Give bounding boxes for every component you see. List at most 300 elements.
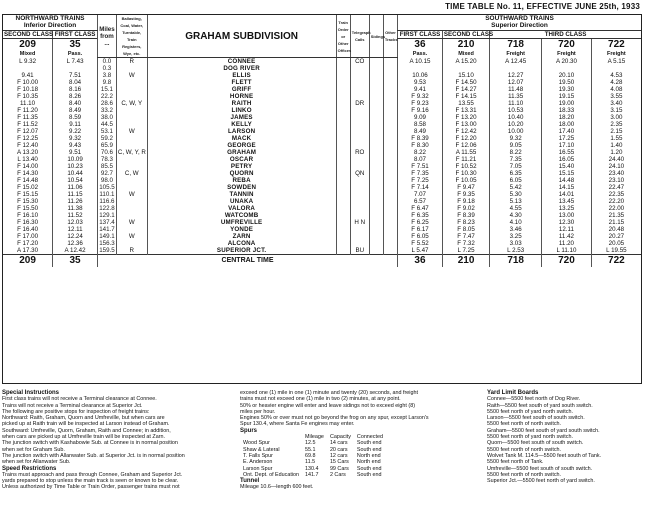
cell-n209: A 13.20: [17, 149, 39, 156]
footer-722: 722: [591, 255, 641, 268]
cell-oth: [383, 100, 397, 107]
note-line: 5500 feet north of north switch.: [487, 446, 562, 453]
cell-fac: R: [116, 58, 147, 66]
cell-s36: F 6.25: [398, 219, 443, 226]
timetable-body: [3, 58, 641, 255]
speed-lines: [2, 472, 234, 491]
timetable-row: [3, 100, 641, 107]
cell-n209: [3, 65, 53, 72]
second-class-s: SECOND CLASS: [443, 30, 494, 38]
timetable-row: [3, 219, 641, 226]
cell-oth: [383, 149, 397, 156]
cell-sid: [369, 247, 383, 255]
cell-n35: 8.59: [53, 114, 98, 121]
footer-210: 210: [442, 255, 489, 268]
cell-fac: [116, 156, 147, 163]
note-line: Northward: Raith, Graham, Quorn and Umfreville, but when cars are: [2, 415, 165, 422]
cell-s720: A 20.30: [542, 58, 592, 66]
cell-s718: 5.13: [490, 198, 542, 205]
cell-s210: L 7.25: [442, 247, 489, 255]
note-line: picked up at Raith train will be inspected at Larson instead of Graham.: [2, 421, 170, 428]
cell-station: TANNIN: [147, 191, 336, 198]
timetable-row: [3, 205, 641, 212]
cell-ord: [336, 128, 350, 135]
spur-row: [240, 472, 386, 478]
cell-n209: 9.41: [21, 72, 34, 79]
cell-mile: 116.6: [99, 198, 115, 205]
timetable-row: [3, 72, 641, 79]
spur-row: [240, 440, 386, 446]
cell-s720: 15.40: [542, 163, 592, 170]
note-line: Trains will not receive a Terminal clearance at Superior Jct.: [2, 402, 143, 409]
cell-station: ELLIS: [147, 72, 336, 79]
cell-s722: 22.00: [591, 205, 641, 212]
train-35-num: 35: [69, 39, 81, 51]
cell-ord: [336, 149, 350, 156]
cell-fac: [116, 107, 147, 114]
cell-ord: [336, 93, 350, 100]
cell-n209: F 16.30: [17, 219, 39, 226]
cell-s722: 24.10: [591, 163, 641, 170]
cell-mile: 105.5: [99, 184, 115, 191]
cell-s36: F 9.23: [398, 100, 443, 107]
cell-n209: F 12.07: [17, 128, 39, 135]
cell-s720: 11.42: [542, 233, 592, 240]
spur-cell: T. Falls Spur: [243, 452, 273, 459]
cell-oth: [383, 107, 397, 114]
cell-s210: F 9.02: [442, 205, 489, 212]
spur-cell: 2 Cars: [329, 471, 346, 478]
cell-fac: W: [116, 191, 147, 198]
central-time: CENTRAL TIME: [98, 255, 398, 268]
cell-s36: F 9.32: [398, 93, 443, 100]
timetable-table: [2, 14, 642, 384]
timetable-row: [3, 149, 641, 156]
notes-col-left: [2, 390, 234, 491]
cell-tel: RO: [350, 149, 369, 156]
cell-ord: [336, 233, 350, 240]
cell-ord: [336, 212, 350, 219]
cell-n35: 8.16: [53, 86, 98, 93]
train-720-sub: Freight: [557, 51, 576, 58]
spur-cell: South end: [356, 446, 382, 453]
cell-sid: [369, 205, 383, 212]
telegraph-header: Telegraph Calls: [350, 15, 369, 58]
cell-ord: [336, 114, 350, 121]
footer-720: 720: [542, 255, 592, 268]
cell-tel: [350, 72, 369, 79]
cell-n35: 10.44: [53, 170, 98, 177]
speed-title: Speed Restrictions: [2, 465, 57, 472]
spur-cell: 69.8: [305, 452, 316, 459]
cell-s722: 24.40: [591, 156, 641, 163]
cell-s210: F 7.32: [442, 240, 489, 247]
timetable-row: [3, 86, 641, 93]
cell-s36: 8.22: [398, 149, 443, 156]
other-header: Other Tracks: [383, 15, 397, 58]
cell-s36: F 9.16: [398, 107, 443, 114]
cell-ord: [336, 177, 350, 184]
facilities-header: Ballasting, Coal, Water, Turntable, Train Registers, Wye, etc.: [116, 15, 147, 58]
cell-s210: F 11.21: [442, 156, 489, 163]
cell-s210: A 15.20: [442, 58, 489, 66]
cell-s210: F 13.20: [442, 114, 489, 121]
cell-tel: [350, 184, 369, 191]
yard-lines: [487, 396, 642, 484]
cell-fac: [116, 184, 147, 191]
timetable-row: [3, 65, 641, 72]
cell-n35: 11.38: [53, 205, 98, 212]
cell-fac: [116, 212, 147, 219]
note-line: miles per hour.: [240, 408, 276, 415]
train-209-num: 209: [19, 39, 36, 51]
cell-s36: 9.09: [398, 114, 443, 121]
note-line: The following are positive stops for inspection of freight trains:: [2, 408, 150, 415]
cell-station: JAMES: [147, 114, 336, 121]
cell-s36: 10.06: [398, 72, 443, 79]
train-718-sub: Freight: [506, 51, 525, 58]
cell-ord: [336, 191, 350, 198]
cell-station: ALCONA: [147, 240, 336, 247]
timetable-row: [3, 212, 641, 219]
special-title: Special Instructions: [2, 390, 60, 396]
cell-s722: 22.47: [591, 184, 641, 191]
cell-oth: [383, 128, 397, 135]
timetable-row: [3, 58, 641, 66]
cell-s718: L 2.53: [490, 247, 542, 255]
cell-station: GEORGE: [147, 142, 336, 149]
south-sub: Superior Direction: [491, 22, 548, 30]
timetable-row: [3, 226, 641, 233]
cell-fac: W: [116, 72, 147, 79]
cell-s36: F 6.17: [398, 226, 443, 233]
cell-tel: QN: [350, 170, 369, 177]
south-title: SOUTHWARD TRAINS: [485, 15, 554, 23]
cell-s718: 10.20: [490, 121, 542, 128]
cell-s718: 4.10: [490, 219, 542, 226]
cell-oth: [383, 86, 397, 93]
cell-mile: 33.2: [98, 107, 117, 114]
cell-n209: F 11.20: [17, 107, 38, 114]
train-209-sub: Mixed: [19, 51, 36, 58]
cell-s718: 5.30: [490, 191, 542, 198]
cell-mile: 92.7: [98, 170, 117, 177]
cell-station: RAITH: [147, 100, 336, 107]
cell-fac: R: [116, 247, 147, 255]
cell-fac: [116, 79, 147, 86]
second-class-n: SECOND CLASS: [4, 30, 54, 38]
cell-sid: [369, 198, 383, 205]
cell-oth: [383, 142, 397, 149]
cell-s720: 17.25: [542, 135, 592, 142]
cell-n209: F 10.18: [17, 86, 39, 93]
cell-ord: [336, 219, 350, 226]
cell-station: SUPERIOR JCT.: [147, 247, 336, 255]
cell-oth: [383, 58, 397, 66]
train-35: [53, 38, 98, 57]
cell-sid: [369, 233, 383, 240]
north-direction: [3, 15, 98, 30]
cell-s720: 11.20: [542, 240, 592, 247]
cell-s722: 3.40: [591, 100, 641, 107]
mid-lines: [240, 390, 480, 428]
notes-col-mid: [240, 390, 480, 491]
cell-s718: 9.05: [490, 142, 542, 149]
cell-station: CONNEE: [147, 58, 336, 66]
cell-tel: [350, 135, 369, 142]
cell-n35: 12.03: [53, 219, 98, 226]
cell-station: SOWDEN: [147, 184, 336, 191]
spur-cell: 141.7: [305, 471, 319, 478]
cell-tel: [350, 233, 369, 240]
cell-tel: [350, 156, 369, 163]
cell-n35: 11.15: [53, 191, 98, 198]
cell-n209: F 14.48: [17, 177, 39, 184]
cell-sid: [369, 226, 383, 233]
cell-sid: [369, 72, 383, 79]
cell-n209: F 14.30: [17, 170, 39, 177]
note-line: Larson—5500 feet south of south switch.: [487, 415, 585, 422]
siding-header: Sidings: [369, 15, 383, 58]
spur-cell: 55.1: [305, 446, 316, 453]
timetable-row: [3, 184, 641, 191]
cell-s36: F 8.30: [398, 142, 443, 149]
cell-s722: 21.15: [591, 219, 641, 226]
cell-n35: 10.23: [53, 163, 98, 170]
cell-n209: F 12.40: [17, 142, 39, 149]
cell-n35: 9.11: [53, 121, 98, 128]
note-line: Wolvet Tank M. 114.5—5500 feet south of Tank.: [487, 452, 602, 459]
spur-row: [240, 459, 386, 465]
cell-mile: 70.6: [98, 149, 117, 156]
cell-oth: [383, 163, 397, 170]
cell-s36: 7.07: [398, 191, 443, 198]
cell-s718: 3.46: [490, 226, 542, 233]
note-line: The junction switch with Allanwater Sub. at Superior Jct. is in normal position: [2, 452, 185, 459]
note-line: when set for Graham Sub.: [2, 446, 65, 453]
cell-mile: 65.9: [98, 142, 117, 149]
cell-s718: [490, 65, 542, 72]
note-line: exceed one (1) mile in one (1) minute and twenty (20) seconds, and freight: [240, 390, 418, 396]
cell-n35: 11.06: [53, 184, 98, 191]
cell-s36: F 5.52: [398, 240, 443, 247]
cell-s36: F 6.47: [398, 205, 443, 212]
cell-fac: [116, 226, 147, 233]
cell-n209: F 11.52: [17, 121, 38, 128]
cell-sid: [369, 191, 383, 198]
cell-oth: [383, 226, 397, 233]
cell-s36: 9.53: [398, 79, 443, 86]
cell-mile: 149.1: [99, 233, 115, 240]
cell-s718: 7.05: [490, 163, 542, 170]
cell-tel: [350, 240, 369, 247]
cell-fac: W: [116, 128, 147, 135]
footer-36: 36: [398, 255, 443, 268]
cell-station: UNAKA: [147, 198, 336, 205]
cell-fac: [116, 163, 147, 170]
note-line: The junction switch with Kashabowie Sub. at Connee is in normal position: [2, 440, 178, 447]
cell-s36: F 7.14: [398, 184, 443, 191]
cell-s36: 6.57: [398, 198, 443, 205]
cell-s718: 6.05: [490, 177, 542, 184]
cell-mile: 9.8: [98, 79, 117, 86]
cell-s720: 14.15: [542, 184, 592, 191]
cell-tel: [350, 79, 369, 86]
cell-station: VALORA: [147, 205, 336, 212]
cell-station: LARSON: [147, 128, 336, 135]
cell-s722: 4.53: [591, 72, 641, 79]
cell-mile: 129.1: [99, 212, 115, 219]
cell-n35: A 12.42: [53, 247, 98, 255]
cell-s722: 3.00: [591, 114, 641, 121]
cell-mile: 159.5: [99, 247, 115, 254]
train-722-sub: Freight: [607, 51, 626, 58]
cell-sid: [369, 240, 383, 247]
cell-n35: L 7.43: [53, 58, 98, 66]
cell-mile: 98.0: [98, 177, 117, 184]
cell-n35: 8.26: [53, 93, 98, 100]
cell-fac: [116, 114, 147, 121]
cell-fac: W: [116, 219, 147, 226]
cell-n35: 9.51: [53, 149, 98, 156]
cell-oth: [383, 191, 397, 198]
cell-station: GRIFF: [147, 86, 336, 93]
cell-s722: 23.10: [591, 177, 641, 184]
cell-n35: 9.22: [53, 128, 98, 135]
cell-n209: F 15.15: [17, 191, 39, 198]
cell-s210: 13.55: [442, 100, 489, 107]
cell-s720: 19.30: [542, 86, 592, 93]
note-line: First class trains will not receive a Terminal clearance at Connee.: [2, 396, 157, 403]
spurs-table: [240, 434, 386, 478]
cell-oth: [383, 184, 397, 191]
north-title: NORTHWARD TRAINS: [15, 15, 85, 23]
cell-s210: F 14.27: [442, 86, 489, 93]
cell-mile: 28.6: [98, 100, 117, 107]
cell-oth: [383, 170, 397, 177]
cell-tel: [350, 226, 369, 233]
special-lines: [2, 396, 234, 465]
timetable-row: [3, 135, 641, 142]
cell-station: GRAHAM: [147, 149, 336, 156]
cell-s722: [591, 65, 641, 72]
cell-n35: 9.43: [53, 142, 98, 149]
note-line: when set for Allanwater Sub.: [2, 459, 71, 466]
note-line: Quorn—5500 feet south of south switch.: [487, 440, 584, 447]
cell-s210: F 13.00: [442, 121, 489, 128]
cell-s718: 11.48: [490, 86, 542, 93]
cell-tel: [350, 86, 369, 93]
spur-cell: Ont. Dept. of Education: [243, 471, 300, 478]
cell-s720: 14.01: [542, 191, 592, 198]
spurs-head-cell: Mileage: [305, 434, 324, 441]
cell-sid: [369, 114, 383, 121]
train-36: [398, 38, 443, 57]
cell-station: KELLY: [147, 121, 336, 128]
train-720-num: 720: [558, 39, 575, 51]
cell-n209: F 17.00: [17, 233, 39, 240]
cell-tel: H N: [350, 219, 369, 226]
cell-mile: 141.7: [99, 226, 115, 233]
cell-sid: [369, 121, 383, 128]
cell-n35: [53, 65, 98, 72]
cell-n209: 11.10: [20, 100, 36, 107]
miles-header: Miles from ...: [98, 15, 117, 58]
cell-tel: [350, 191, 369, 198]
note-line: Engines 50% or over must not go beyond the frog on any spur, except Larson's: [240, 415, 429, 422]
tunnel-title: Tunnel: [240, 478, 260, 485]
cell-oth: [383, 219, 397, 226]
cell-station: PETRY: [147, 163, 336, 170]
cell-oth: [383, 233, 397, 240]
spur-cell: 11.5: [305, 459, 316, 466]
cell-sid: [369, 212, 383, 219]
cell-ord: [336, 121, 350, 128]
cell-s36: [398, 65, 443, 72]
cell-tel: BU: [350, 247, 369, 255]
note-line: Graham—5500 feet south of yard south switch.: [487, 427, 600, 434]
cell-sid: [369, 93, 383, 100]
cell-oth: [383, 79, 397, 86]
cell-station: WATCOMB: [147, 212, 336, 219]
cell-ord: [336, 184, 350, 191]
cell-fac: [116, 65, 147, 72]
cell-tel: [350, 65, 369, 72]
spur-row: [240, 466, 386, 472]
cell-fac: [116, 205, 147, 212]
cell-s210: F 10.30: [442, 170, 489, 177]
cell-n209: F 16.10: [17, 212, 39, 219]
cell-s720: 13.25: [542, 205, 592, 212]
cell-fac: [116, 121, 147, 128]
cell-s36: F 7.51: [398, 163, 443, 170]
tunnel-line: Mileage 10.6—length 600 feet.: [240, 484, 314, 491]
cell-s722: 2.15: [591, 128, 641, 135]
cell-mile: 85.5: [98, 163, 117, 170]
cell-n35: 10.54: [53, 177, 98, 184]
timetable-row: [3, 79, 641, 86]
timetable-row: [3, 233, 641, 240]
notes-col-right: [487, 390, 642, 484]
timetable-row: [3, 247, 641, 255]
timetable-row: [3, 191, 641, 198]
cell-s718: 7.35: [490, 156, 542, 163]
cell-n209: F 10.00: [17, 79, 39, 86]
cell-oth: [383, 93, 397, 100]
footer-718: 718: [490, 255, 542, 268]
train-36-sub: Pass.: [412, 51, 428, 58]
spur-cell: 130.4: [305, 465, 319, 472]
note-line: Spur 130.4, where Santa Fe engines may enter.: [240, 421, 355, 428]
cell-station: FLETT: [147, 79, 336, 86]
cell-tel: [350, 177, 369, 184]
cell-s720: [542, 65, 592, 72]
cell-ord: [336, 79, 350, 86]
cell-mile: 15.1: [98, 86, 117, 93]
cell-mile: 110.1: [99, 191, 115, 198]
cell-s718: 12.07: [490, 79, 542, 86]
cell-s718: A 12.45: [490, 58, 542, 66]
cell-ord: [336, 226, 350, 233]
cell-fac: [116, 135, 147, 142]
cell-s36: F 6.35: [398, 212, 443, 219]
timetable-row: [3, 163, 641, 170]
cell-s720: 18.00: [542, 121, 592, 128]
spur-cell: Shaw & Lateral: [243, 446, 280, 453]
cell-n209: A 17.30: [17, 247, 39, 254]
cell-fac: W: [116, 233, 147, 240]
cell-s36: 8.58: [398, 121, 443, 128]
